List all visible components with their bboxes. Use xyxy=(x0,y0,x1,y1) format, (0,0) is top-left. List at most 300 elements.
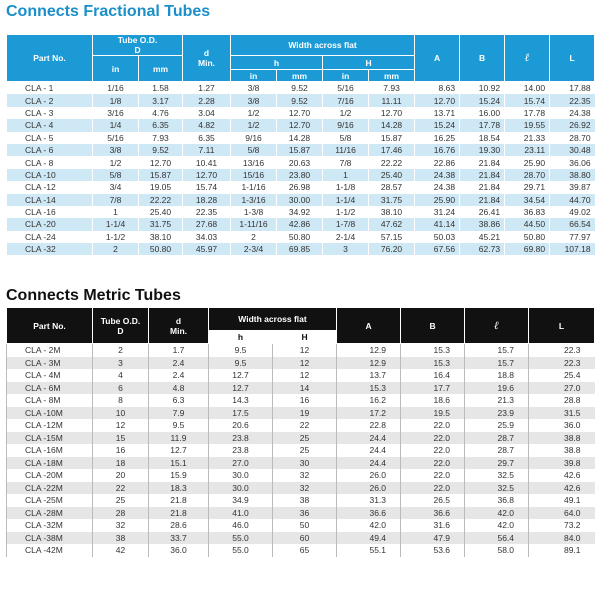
table-cell: 38.10 xyxy=(369,206,415,218)
header-l: L xyxy=(550,35,595,82)
table-cell: 5/8 xyxy=(93,169,139,181)
table-cell: 10.41 xyxy=(183,156,231,168)
table-cell: 55.0 xyxy=(209,532,273,545)
table-cell: 9.5 xyxy=(149,419,209,432)
table-cell: 32 xyxy=(273,482,337,495)
part-number-cell: CLA -10 xyxy=(7,169,93,181)
table-cell: 34.54 xyxy=(505,194,550,206)
table-cell: 9/16 xyxy=(323,119,369,131)
table-cell: 50.80 xyxy=(505,231,550,243)
table-row xyxy=(7,119,595,131)
table-cell: 1/8 xyxy=(93,94,139,106)
table-cell: 44.70 xyxy=(550,194,595,206)
table-cell: 23.9 xyxy=(465,407,529,420)
table-row xyxy=(7,532,595,545)
table-cell: 10.92 xyxy=(460,82,505,95)
part-number-cell: CLA - 5 xyxy=(7,132,93,144)
part-number-cell: CLA -42M xyxy=(7,544,93,557)
table-cell: 14.00 xyxy=(505,82,550,95)
table-cell: 4.76 xyxy=(139,107,183,119)
table-cell: 21.3 xyxy=(465,394,529,407)
table-cell: 12.70 xyxy=(369,107,415,119)
table-cell: 38.10 xyxy=(139,231,183,243)
table-cell: 3/8 xyxy=(231,82,277,95)
table-cell: 3/8 xyxy=(93,144,139,156)
table-cell: 25.4 xyxy=(529,369,595,382)
table-cell: 12.7 xyxy=(209,382,273,395)
table-cell: 38.8 xyxy=(529,432,595,445)
table-cell: 16.76 xyxy=(415,144,460,156)
table-cell: 58.0 xyxy=(465,544,529,557)
table-cell: 18.28 xyxy=(183,194,231,206)
part-number-cell: CLA - 8 xyxy=(7,156,93,168)
metric-header-d-label: d xyxy=(175,315,182,326)
table-cell: 42.0 xyxy=(465,507,529,520)
table-row xyxy=(7,132,595,144)
table-cell: 15.87 xyxy=(277,144,323,156)
table-cell: 39.8 xyxy=(529,457,595,470)
table-row xyxy=(7,344,595,357)
table-row xyxy=(7,369,595,382)
table-cell: 20.6 xyxy=(209,419,273,432)
table-cell: 28.57 xyxy=(369,181,415,193)
header-h-in: in xyxy=(231,70,277,82)
table-cell: 3/16 xyxy=(93,107,139,119)
table-cell: 89.1 xyxy=(529,544,595,557)
table-row xyxy=(7,544,595,557)
table-cell: 5/8 xyxy=(231,144,277,156)
part-number-cell: CLA - 1 xyxy=(7,82,93,95)
table-cell: 16.00 xyxy=(460,107,505,119)
table-cell: 11/16 xyxy=(323,144,369,156)
table-cell: 22 xyxy=(273,419,337,432)
table-cell: 1.27 xyxy=(183,82,231,95)
table-cell: 20 xyxy=(93,469,149,482)
table-cell: 12.9 xyxy=(337,357,401,370)
table-cell: 7.9 xyxy=(149,407,209,420)
table-cell: 23.8 xyxy=(209,444,273,457)
table-cell: 34.9 xyxy=(209,494,273,507)
table-row xyxy=(7,357,595,370)
table-cell: 15.3 xyxy=(401,357,465,370)
part-number-cell: CLA - 4 xyxy=(7,119,93,131)
table-cell: 28.7 xyxy=(465,444,529,457)
table-row xyxy=(7,507,595,520)
table-cell: 22.0 xyxy=(401,419,465,432)
table-cell: 13.7 xyxy=(337,369,401,382)
table-cell: 6.35 xyxy=(183,132,231,144)
table-cell: 1-1/2 xyxy=(93,231,139,243)
table-cell: 36.0 xyxy=(529,419,595,432)
table-cell: 46.0 xyxy=(209,519,273,532)
table-cell: 31.5 xyxy=(529,407,595,420)
table-cell: 36 xyxy=(273,507,337,520)
fractional-section-title: Connects Fractional Tubes xyxy=(6,3,211,20)
table-cell: 19.55 xyxy=(505,119,550,131)
table-cell: 42.0 xyxy=(337,519,401,532)
table-cell: 25.90 xyxy=(415,194,460,206)
table-cell: 2.28 xyxy=(183,94,231,106)
table-cell: 6 xyxy=(93,382,149,395)
table-cell: 13/16 xyxy=(231,156,277,168)
part-number-cell: CLA - 4M xyxy=(7,369,93,382)
table-cell: 17.78 xyxy=(460,119,505,131)
table-cell: 7.11 xyxy=(183,144,231,156)
table-cell: 1/4 xyxy=(93,119,139,131)
table-cell: 15 xyxy=(93,432,149,445)
table-cell: 7.93 xyxy=(139,132,183,144)
table-row xyxy=(7,482,595,495)
table-cell: 17.2 xyxy=(337,407,401,420)
table-cell: 31.3 xyxy=(337,494,401,507)
table-cell: 16 xyxy=(273,394,337,407)
table-cell: 25.40 xyxy=(369,169,415,181)
table-cell: 1/2 xyxy=(231,119,277,131)
table-cell: 15.24 xyxy=(460,94,505,106)
table-cell: 9.52 xyxy=(277,82,323,95)
header-tube-od-label: Tube O.D. xyxy=(117,35,158,45)
part-number-cell: CLA - 3 xyxy=(7,107,93,119)
table-cell: 25 xyxy=(273,432,337,445)
table-row xyxy=(7,144,595,156)
table-cell: 1-7/8 xyxy=(323,218,369,230)
table-row xyxy=(7,444,595,457)
part-number-cell: CLA -15M xyxy=(7,432,93,445)
table-cell: 15.7 xyxy=(465,357,529,370)
table-cell: 4.8 xyxy=(149,382,209,395)
table-cell: 16.2 xyxy=(337,394,401,407)
table-cell: 15.3 xyxy=(401,344,465,357)
table-cell: 11.9 xyxy=(149,432,209,445)
table-cell: 13.71 xyxy=(415,107,460,119)
table-cell: 42 xyxy=(93,544,149,557)
table-cell: 24.38 xyxy=(550,107,595,119)
table-cell: 17.46 xyxy=(369,144,415,156)
table-cell: 1-1/16 xyxy=(231,181,277,193)
table-cell: 15.9 xyxy=(149,469,209,482)
table-cell: 30.0 xyxy=(209,469,273,482)
table-row xyxy=(7,107,595,119)
table-cell: 36.0 xyxy=(149,544,209,557)
part-number-cell: CLA - 8M xyxy=(7,394,93,407)
table-cell: 19 xyxy=(273,407,337,420)
header-od-in: in xyxy=(93,56,139,82)
table-cell: 22.0 xyxy=(401,444,465,457)
table-cell: 12 xyxy=(273,344,337,357)
table-cell: 77.97 xyxy=(550,231,595,243)
table-cell: 22.8 xyxy=(337,419,401,432)
part-number-cell: CLA - 2M xyxy=(7,344,93,357)
table-cell: 9/16 xyxy=(231,132,277,144)
table-cell: 26.98 xyxy=(277,181,323,193)
part-number-cell: CLA -12 xyxy=(7,181,93,193)
table-cell: 8 xyxy=(93,394,149,407)
table-cell: 18.54 xyxy=(460,132,505,144)
table-cell: 32.5 xyxy=(465,482,529,495)
table-cell: 12 xyxy=(93,419,149,432)
table-cell: 34.92 xyxy=(277,206,323,218)
table-cell: 2-3/4 xyxy=(231,243,277,255)
table-cell: 2 xyxy=(93,243,139,255)
part-number-cell: CLA -12M xyxy=(7,419,93,432)
part-number-cell: CLA -25M xyxy=(7,494,93,507)
table-cell: 22.86 xyxy=(415,156,460,168)
table-cell: 12.7 xyxy=(209,369,273,382)
table-cell: 3 xyxy=(93,357,149,370)
table-cell: 1-11/16 xyxy=(231,218,277,230)
table-cell: 3/4 xyxy=(93,181,139,193)
table-cell: 23.8 xyxy=(209,432,273,445)
part-number-cell: CLA -16 xyxy=(7,206,93,218)
table-cell: 24.4 xyxy=(337,457,401,470)
metric-header-tube-od xyxy=(93,308,149,344)
metric-header-h-large: H xyxy=(273,331,337,344)
metric-header-tube-od-symbol: D xyxy=(117,325,124,336)
table-row xyxy=(7,94,595,106)
table-cell: 53.6 xyxy=(401,544,465,557)
table-cell: 22.3 xyxy=(529,344,595,357)
metric-header-width-across-flat: Width across flat xyxy=(209,308,337,331)
table-cell: 15.7 xyxy=(465,344,529,357)
table-cell: 49.1 xyxy=(529,494,595,507)
metric-header-d-sub: Min. xyxy=(170,325,187,336)
table-cell: 12 xyxy=(273,369,337,382)
table-cell: 32.5 xyxy=(465,469,529,482)
table-cell: 16.4 xyxy=(401,369,465,382)
table-cell: 15.24 xyxy=(415,119,460,131)
table-cell: 12.70 xyxy=(183,169,231,181)
part-number-cell: CLA - 6M xyxy=(7,382,93,395)
table-cell: 69.80 xyxy=(505,243,550,255)
table-cell: 1.58 xyxy=(139,82,183,95)
table-cell: 5/16 xyxy=(323,82,369,95)
table-row xyxy=(7,218,595,230)
table-cell: 14.3 xyxy=(209,394,273,407)
table-cell: 30 xyxy=(273,457,337,470)
table-cell: 22.35 xyxy=(183,206,231,218)
table-cell: 6.3 xyxy=(149,394,209,407)
table-cell: 18 xyxy=(93,457,149,470)
table-cell: 4.82 xyxy=(183,119,231,131)
table-cell: 2.4 xyxy=(149,357,209,370)
table-cell: 28 xyxy=(93,507,149,520)
part-number-cell: CLA -20M xyxy=(7,469,93,482)
metric-section-title: Connects Metric Tubes xyxy=(6,287,181,304)
table-cell: 22.0 xyxy=(401,482,465,495)
fractional-tubes-table xyxy=(6,34,595,255)
table-cell: 27.0 xyxy=(529,382,595,395)
table-cell: 1.7 xyxy=(149,344,209,357)
part-number-cell: CLA -14 xyxy=(7,194,93,206)
table-cell: 15.87 xyxy=(369,132,415,144)
table-cell: 19.05 xyxy=(139,181,183,193)
table-cell: 17.88 xyxy=(550,82,595,95)
table-cell: 1 xyxy=(323,169,369,181)
table-cell: 36.6 xyxy=(337,507,401,520)
table-cell: 44.50 xyxy=(505,218,550,230)
table-row xyxy=(7,382,595,395)
table-cell: 31.6 xyxy=(401,519,465,532)
table-cell: 30.00 xyxy=(277,194,323,206)
table-row xyxy=(7,169,595,181)
table-cell: 1-1/2 xyxy=(323,206,369,218)
table-cell: 32 xyxy=(273,469,337,482)
table-cell: 49.02 xyxy=(550,206,595,218)
table-cell: 22.0 xyxy=(401,457,465,470)
metric-header-tube-od-label: Tube O.D. xyxy=(100,315,141,326)
part-number-cell: CLA -22M xyxy=(7,482,93,495)
table-cell: 15.74 xyxy=(183,181,231,193)
table-row xyxy=(7,419,595,432)
table-cell: 22.3 xyxy=(529,357,595,370)
table-cell: 12.9 xyxy=(337,344,401,357)
table-cell: 25.90 xyxy=(505,156,550,168)
part-number-cell: CLA -18M xyxy=(7,457,93,470)
table-cell: 23.11 xyxy=(505,144,550,156)
table-cell: 62.73 xyxy=(460,243,505,255)
table-cell: 19.5 xyxy=(401,407,465,420)
part-number-cell: CLA -24 xyxy=(7,231,93,243)
header-h-mm: mm xyxy=(277,70,323,82)
table-cell: 36.06 xyxy=(550,156,595,168)
table-cell: 33.7 xyxy=(149,532,209,545)
table-cell: 29.7 xyxy=(465,457,529,470)
table-cell: 25.9 xyxy=(465,419,529,432)
table-cell: 14.28 xyxy=(277,132,323,144)
table-cell: 21.8 xyxy=(149,494,209,507)
header-d-sub: Min. xyxy=(198,58,216,68)
table-cell: 25 xyxy=(273,444,337,457)
table-cell: 21.33 xyxy=(505,132,550,144)
table-cell: 26.41 xyxy=(460,206,505,218)
table-cell: 2 xyxy=(93,344,149,357)
table-row xyxy=(7,82,595,95)
part-number-cell: CLA - 3M xyxy=(7,357,93,370)
table-cell: 1/16 xyxy=(93,82,139,95)
part-number-cell: CLA -38M xyxy=(7,532,93,545)
table-cell: 27.0 xyxy=(209,457,273,470)
table-cell: 19.30 xyxy=(460,144,505,156)
table-cell: 9.52 xyxy=(277,94,323,106)
table-cell: 49.4 xyxy=(337,532,401,545)
table-cell: 19.6 xyxy=(465,382,529,395)
table-cell: 39.87 xyxy=(550,181,595,193)
table-cell: 65 xyxy=(273,544,337,557)
table-cell: 28.70 xyxy=(550,132,595,144)
table-cell: 1-1/4 xyxy=(323,194,369,206)
table-cell: 55.0 xyxy=(209,544,273,557)
table-cell: 16 xyxy=(93,444,149,457)
header-hh-in: in xyxy=(323,70,369,82)
table-cell: 22.35 xyxy=(550,94,595,106)
table-cell: 47.9 xyxy=(401,532,465,545)
table-cell: 45.21 xyxy=(460,231,505,243)
table-cell: 21.84 xyxy=(460,169,505,181)
table-cell: 50 xyxy=(273,519,337,532)
table-cell: 29.71 xyxy=(505,181,550,193)
table-cell: 9.5 xyxy=(209,344,273,357)
table-cell: 38.80 xyxy=(550,169,595,181)
table-cell: 31.24 xyxy=(415,206,460,218)
table-cell: 18.3 xyxy=(149,482,209,495)
table-cell: 1 xyxy=(93,206,139,218)
table-cell: 23.80 xyxy=(277,169,323,181)
table-cell: 15.3 xyxy=(337,382,401,395)
table-cell: 1-1/8 xyxy=(323,181,369,193)
table-cell: 22.22 xyxy=(369,156,415,168)
table-row xyxy=(7,432,595,445)
metric-header-part-no: Part No. xyxy=(7,308,93,344)
table-cell: 16.25 xyxy=(415,132,460,144)
table-cell: 25 xyxy=(93,494,149,507)
table-cell: 30.0 xyxy=(209,482,273,495)
metric-header-d-min xyxy=(149,308,209,344)
part-number-cell: CLA - 2 xyxy=(7,94,93,106)
table-cell: 12.70 xyxy=(139,156,183,168)
table-cell: 38 xyxy=(273,494,337,507)
table-cell: 32 xyxy=(93,519,149,532)
table-cell: 107.18 xyxy=(550,243,595,255)
table-cell: 2-1/4 xyxy=(323,231,369,243)
table-cell: 12.70 xyxy=(415,94,460,106)
header-d-min xyxy=(183,35,231,82)
table-cell: 25.40 xyxy=(139,206,183,218)
header-tube-od xyxy=(93,35,183,56)
table-row xyxy=(7,394,595,407)
table-row xyxy=(7,156,595,168)
table-cell: 17.7 xyxy=(401,382,465,395)
header-width-across-flat: Width across flat xyxy=(231,35,415,56)
table-cell: 1/2 xyxy=(93,156,139,168)
table-cell: 14.28 xyxy=(369,119,415,131)
table-cell: 47.62 xyxy=(369,218,415,230)
part-number-cell: CLA -32M xyxy=(7,519,93,532)
table-cell: 2 xyxy=(231,231,277,243)
table-cell: 24.38 xyxy=(415,169,460,181)
table-cell: 15.87 xyxy=(139,169,183,181)
table-cell: 12.70 xyxy=(277,107,323,119)
part-number-cell: CLA -20 xyxy=(7,218,93,230)
table-cell: 7.93 xyxy=(369,82,415,95)
table-cell: 3/8 xyxy=(231,94,277,106)
metric-header-h-small: h xyxy=(209,331,273,344)
table-cell: 30.48 xyxy=(550,144,595,156)
table-row xyxy=(7,181,595,193)
header-part-no: Part No. xyxy=(7,35,93,82)
table-cell: 73.2 xyxy=(529,519,595,532)
table-cell: 36.83 xyxy=(505,206,550,218)
table-cell: 9.52 xyxy=(139,144,183,156)
table-cell: 9.5 xyxy=(209,357,273,370)
table-cell: 56.4 xyxy=(465,532,529,545)
fractional-table-body xyxy=(7,82,595,256)
table-cell: 36.6 xyxy=(401,507,465,520)
header-l-small: ℓ xyxy=(505,35,550,82)
table-cell: 55.1 xyxy=(337,544,401,557)
table-cell: 11.11 xyxy=(369,94,415,106)
table-cell: 8.63 xyxy=(415,82,460,95)
table-cell: 3.04 xyxy=(183,107,231,119)
table-cell: 26.5 xyxy=(401,494,465,507)
table-cell: 42.0 xyxy=(465,519,529,532)
table-cell: 15/16 xyxy=(231,169,277,181)
table-cell: 1-3/8 xyxy=(231,206,277,218)
table-row xyxy=(7,231,595,243)
header-tube-od-symbol: D xyxy=(134,45,141,55)
table-cell: 42.86 xyxy=(277,218,323,230)
table-cell: 28.6 xyxy=(149,519,209,532)
table-cell: 7/16 xyxy=(323,94,369,106)
